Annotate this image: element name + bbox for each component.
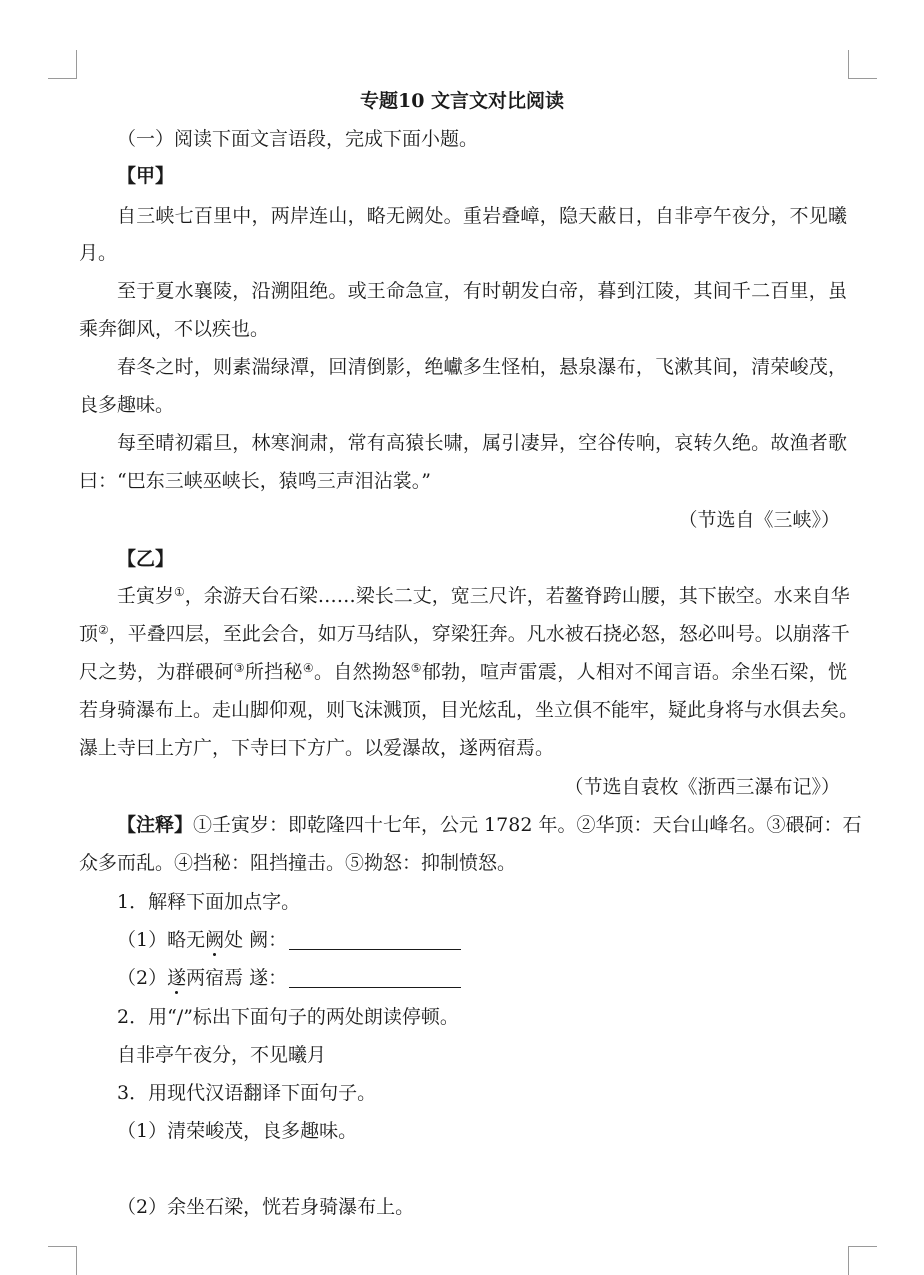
notes-line1: 【注释】①壬寅岁：即乾隆四十七年，公元 1782 年。②华顶：天台山峰名。③碨砢：石: [117, 814, 862, 836]
yi-line2: 顶②，平叠四层，至此会合，如万马结队，穿梁狂奔。凡水被石挠必怒，怒必叫号。以崩落千: [79, 623, 850, 645]
dotted-char: 遂: [167, 967, 187, 989]
crop-mark-top-left: [48, 50, 77, 79]
page-title: 专题10 文言文对比阅读: [359, 90, 565, 112]
question-1-item-1: （1）略无阙处 阙：: [117, 927, 461, 953]
footnote-marker: ①: [174, 585, 185, 599]
jia-source: （节选自《三峡》）: [678, 509, 840, 531]
question-2-stem: 2．用“/”标出下面句子的两处朗读停顿。: [117, 1006, 459, 1028]
answer-blank-1[interactable]: [289, 929, 461, 950]
crop-mark-bottom-left: [48, 1246, 77, 1275]
notes-label: 【注释】: [117, 814, 194, 836]
notes-line2: 众多而乱。④挡秘：阻挡撞击。⑤拗怒：抑制愤怒。: [79, 852, 517, 874]
jia-p3-line1: 春冬之时，则素湍绿潭，回清倒影，绝巘多生怪柏，悬泉瀑布，飞漱其间，清荣峻茂，: [117, 356, 847, 378]
footnote-marker: ⑤: [410, 661, 422, 675]
question-2-sentence: 自非亭午夜分，不见曦月: [117, 1044, 327, 1066]
question-1-item-2: （2）遂两宿焉 遂：: [117, 965, 461, 991]
passage-yi-label: 【乙】: [117, 548, 175, 570]
jia-p4-line2: 曰：“巴东三峡巫峡长，猿鸣三声泪沾裳。”: [79, 470, 431, 492]
question-1-stem: 1．解释下面加点字。: [117, 891, 301, 913]
jia-p2-line2: 乘奔御风，不以疾也。: [79, 318, 270, 340]
footnote-marker: ②: [98, 623, 109, 637]
question-3-item-1: （1）清荣峻茂，良多趣味。: [117, 1120, 358, 1142]
crop-mark-top-right: [848, 50, 877, 79]
jia-p1-line1: 自三峡七百里中，两岸连山，略无阙处。重岩叠嶂，隐天蔽日，自非亭午夜分，不见曦: [117, 205, 847, 227]
yi-line1: 壬寅岁①，余游天台石梁……梁长二丈，宽三尺许，若鳌脊跨山腰，其下嵌空。水来自华: [117, 585, 850, 607]
yi-line3: 尺之势，为群碨砢③所挡秘④。自然拗怒⑤郁勃，喧声雷震，人相对不闻言语。余坐石梁，恍: [79, 661, 847, 683]
yi-source: （节选自袁枚《浙西三瀑布记》）: [564, 776, 840, 798]
answer-blank-2[interactable]: [289, 967, 461, 988]
jia-p2-line1: 至于夏水襄陵，沿溯阻绝。或王命急宣，有时朝发白帝，暮到江陵，其间千二百里，虽: [117, 280, 847, 302]
footnote-marker: ③: [233, 661, 245, 675]
yi-line5: 瀑上寺曰上方广，下寺曰下方广。以爱瀑故，遂两宿焉。: [79, 737, 555, 759]
jia-p1-line2: 月。: [79, 242, 118, 264]
crop-mark-bottom-right: [848, 1246, 877, 1275]
question-3-item-2: （2）余坐石梁，恍若身骑瀑布上。: [117, 1196, 415, 1218]
jia-p4-line1: 每至晴初霜旦，林寒涧肃，常有高猿长啸，属引凄异，空谷传响，哀转久绝。故渔者歌: [117, 432, 847, 454]
footnote-marker: ④: [302, 661, 314, 675]
question-3-stem: 3．用现代汉语翻译下面句子。: [117, 1082, 377, 1104]
jia-p3-line2: 良多趣味。: [79, 394, 175, 416]
passage-jia-label: 【甲】: [117, 165, 175, 187]
section-intro: （一）阅读下面文言语段，完成下面小题。: [117, 128, 479, 150]
dotted-char: 阙: [205, 929, 225, 951]
yi-line4: 若身骑瀑布上。走山脚仰观，则飞沫溅顶，目光炫乱，坐立俱不能牢，疑此身将与水俱去矣。: [79, 699, 859, 721]
